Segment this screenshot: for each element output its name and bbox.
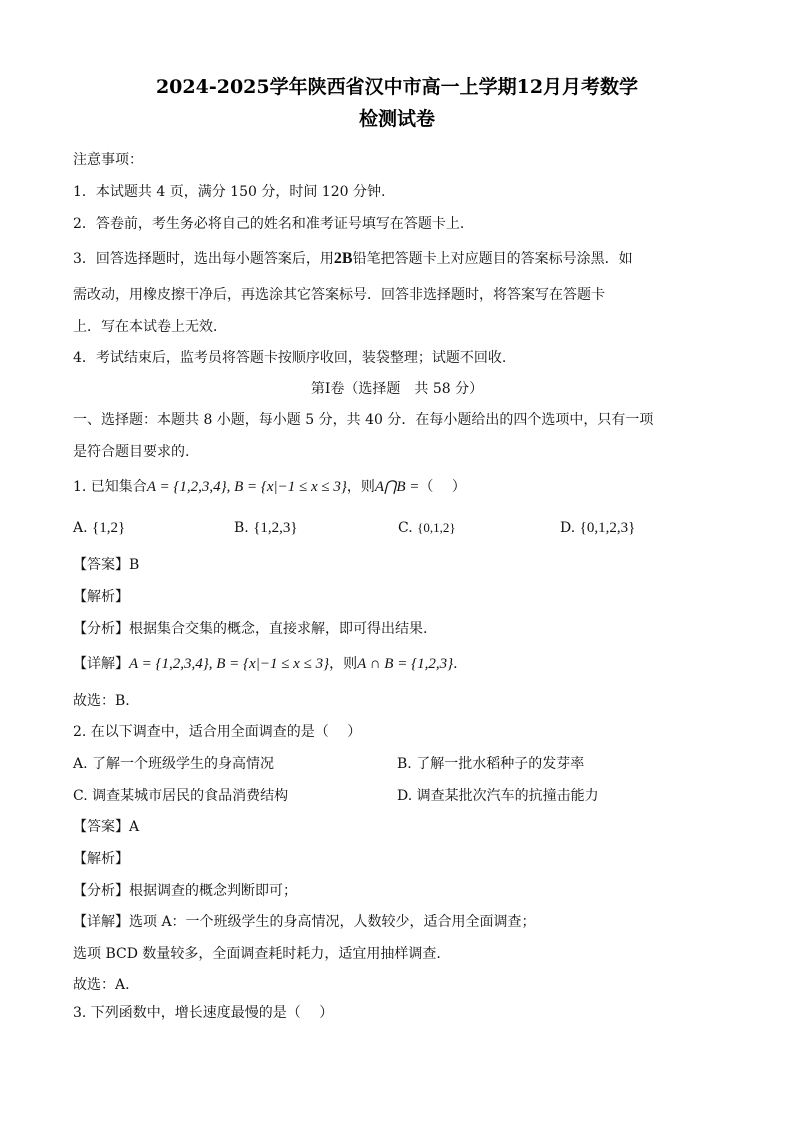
exam-title-line1: 2024-2025学年陕西省汉中市高一上学期12月月考数学 <box>155 76 639 98</box>
q1-xiangjie <box>73 655 458 673</box>
q1-option-d <box>560 519 635 537</box>
q1-stem-paren: （ ） <box>419 479 466 495</box>
q1-stem-prefix: 1. 已知集合 <box>73 479 147 495</box>
exam-title-line2: 检测试卷 <box>358 108 435 130</box>
q1-conclusion: 故选：B. <box>73 693 130 709</box>
note-item-3-part-a: 3．回答选择题时，选出每小题答案后，用 <box>73 251 334 267</box>
q1-option-b-label: B. <box>234 520 249 536</box>
q1-option-b <box>234 519 298 537</box>
q1-answer: 【答案】B <box>73 557 140 573</box>
q2-xiangjie-2: 选项 BCD 数量较多，全面调查耗时耗力，适宜用抽样调查. <box>73 946 441 962</box>
note-item-3-line2: 需改动，用橡皮擦干净后，再选涂其它答案标号．回答非选择题时，将答案写在答题卡 <box>73 287 605 303</box>
q1-xiangjie-label: 【详解】 <box>73 656 129 672</box>
q1-option-a <box>73 519 125 537</box>
q2-option-a: A. 了解一个班级学生的身高情况 <box>73 756 275 772</box>
q1-stem-math: A = {1,2,3,4}, B = {x|−1 ≤ x ≤ 3} <box>146 479 347 495</box>
q1-fenxi: 【分析】根据集合交集的概念，直接求解，即可得出结果. <box>73 621 428 637</box>
q1-jiexi: 【解析】 <box>73 589 129 605</box>
section-intro-line1: 一、选择题：本题共 8 小题，每小题 5 分，共 40 分．在每小题给出的四个选项中，只有一项 <box>73 412 654 428</box>
q2-option-b: B. 了解一批水稻种子的发芽率 <box>397 756 585 772</box>
note-item-4: 4．考试结束后，监考员将答题卡按顺序收回，装袋整理；试题不回收. <box>73 350 507 366</box>
section-intro-line2: 是符合题目要求的. <box>73 444 190 460</box>
q1-option-b-value: {1,2,3} <box>253 520 298 536</box>
note-item-1: 1．本试题共 4 页，满分 150 分，时间 120 分钟. <box>73 184 386 200</box>
q2-answer: 【答案】A <box>73 819 140 835</box>
q3-stem: 3. 下列函数中，增长速度最慢的是（ ） <box>73 1005 334 1021</box>
q2-fenxi: 【分析】根据调查的概念判断即可； <box>73 883 297 899</box>
note-item-3-line3: 上．写在本试卷上无效． <box>73 319 227 335</box>
note-item-2: 2．答卷前，考生务必将自己的姓名和准考证号填写在答题卡上. <box>73 216 465 232</box>
q1-xiangjie-result: A ∩ B = {1,2,3} <box>357 656 454 672</box>
q2-option-d: D. 调查某批次汽车的抗撞击能力 <box>397 788 599 804</box>
q1-option-c-value: {0,1,2} <box>417 520 456 535</box>
q1-stem-then: ，则 <box>346 479 375 495</box>
q1-option-a-value: {1,2} <box>92 520 126 536</box>
q1-option-a-label: A. <box>73 520 88 536</box>
q2-xiangjie: 【详解】选项 A：一个班级学生的身高情况，人数较少，适合用全面调查； <box>73 914 536 930</box>
q1-xiangjie-then: ，则 <box>329 656 358 672</box>
q1-option-d-value: {0,1,2,3} <box>579 520 636 536</box>
q2-conclusion: 故选：A. <box>73 977 130 993</box>
notes-heading: 注意事项： <box>73 152 143 168</box>
q2-jiexi: 【解析】 <box>73 851 129 867</box>
pencil-2b: 2B <box>333 250 353 267</box>
section-heading: 第Ⅰ卷（选择题 共 58 分） <box>310 381 484 397</box>
q1-stem <box>73 478 466 496</box>
q2-stem: 2. 在以下调查中，适合用全面调查的是（ ） <box>73 724 362 740</box>
q2-option-c: C. 调查某城市居民的食品消费结构 <box>73 788 289 804</box>
q1-option-c <box>398 519 456 537</box>
q1-xiangjie-end: . <box>453 656 458 672</box>
q1-stem-math2: A⋂B = <box>374 479 420 495</box>
note-item-3 <box>73 250 633 268</box>
q1-option-d-label: D. <box>560 520 576 536</box>
note-item-3-part-c: 铅笔把答题卡上对应题目的答案标号涂黑．如 <box>352 251 633 267</box>
q1-option-c-label: C. <box>398 520 413 536</box>
q1-xiangjie-math: A = {1,2,3,4}, B = {x|−1 ≤ x ≤ 3} <box>129 656 330 672</box>
